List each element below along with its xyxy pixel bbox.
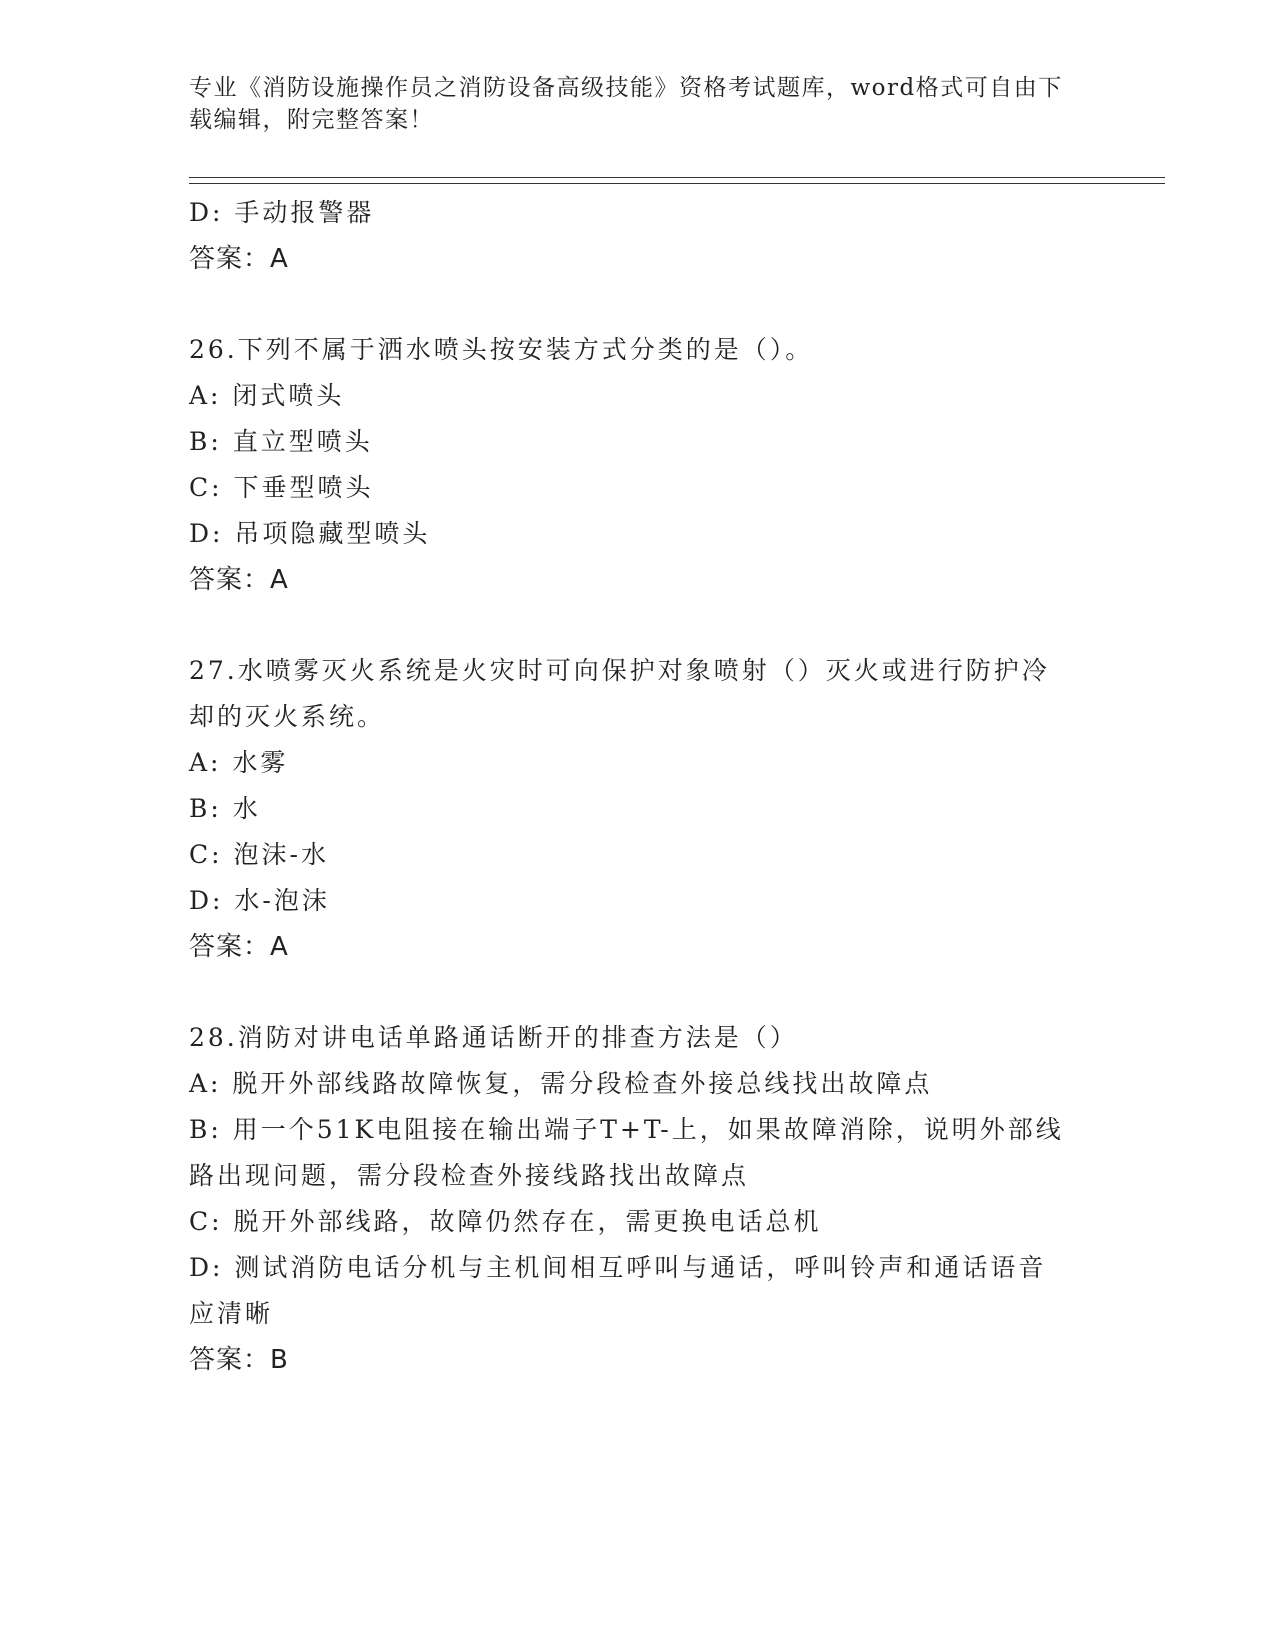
option-a: A: 脱开外部线路故障恢复，需分段检查外接总线找出故障点 — [189, 1069, 933, 1098]
question-stem-line-2: 却的灭火系统。 — [189, 702, 386, 731]
option-b: B: 直立型喷头 — [189, 427, 373, 456]
question-28 — [189, 1015, 1089, 1383]
question-26 — [189, 327, 1089, 603]
header-line-1: 专业《消防设施操作员之消防设备高级技能》资格考试题库，word格式可自由下 — [189, 75, 1063, 101]
option-d-line-1: D: 测试消防电话分机与主机间相互呼叫与通话，呼叫铃声和通话语音 — [189, 1253, 1047, 1282]
question-stem-line-1: 27.水喷雾灭火系统是火灾时可向保护对象喷射（）灭火或进行防护冷 — [189, 656, 1050, 685]
answer-line: 答案：A — [189, 244, 289, 274]
header-divider-bottom — [189, 183, 1165, 184]
answer-line: 答案：B — [189, 1345, 289, 1375]
question-stem: 28.消防对讲电话单路通话断开的排查方法是（） — [189, 1023, 798, 1052]
option-b: B: 水 — [189, 794, 261, 823]
header-divider-top — [189, 177, 1165, 178]
option-d-line-2: 应清晰 — [189, 1299, 274, 1328]
option-c: C: 脱开外部线路，故障仍然存在，需更换电话总机 — [189, 1207, 822, 1236]
option-d: D: 吊项隐藏型喷头 — [189, 519, 431, 548]
option-d: D: 水-泡沫 — [189, 886, 330, 915]
header-line-2: 载编辑，附完整答案！ — [189, 107, 434, 133]
question-stem: 26.下列不属于洒水喷头按安装方式分类的是（）。 — [189, 335, 814, 364]
answer-line: 答案：A — [189, 932, 289, 962]
option-a: A: 水雾 — [189, 748, 289, 777]
document-header — [189, 72, 1089, 136]
answer-line: 答案：A — [189, 565, 289, 595]
question-27 — [189, 648, 1089, 970]
option-b-line-1: B: 用一个51K电阻接在输出端子T+T-上，如果故障消除，说明外部线 — [189, 1115, 1064, 1144]
option-d: D: 手动报警器 — [189, 198, 375, 227]
question-list — [189, 190, 1089, 1383]
option-a: A: 闭式喷头 — [189, 381, 345, 410]
option-c: C: 下垂型喷头 — [189, 473, 374, 502]
spacer — [189, 603, 1089, 648]
question-25-fragment — [189, 190, 1089, 282]
spacer — [189, 970, 1089, 1015]
option-c: C: 泡沫-水 — [189, 840, 329, 869]
spacer — [189, 282, 1089, 327]
option-b-line-2: 路出现问题，需分段检查外接线路找出故障点 — [189, 1161, 750, 1190]
